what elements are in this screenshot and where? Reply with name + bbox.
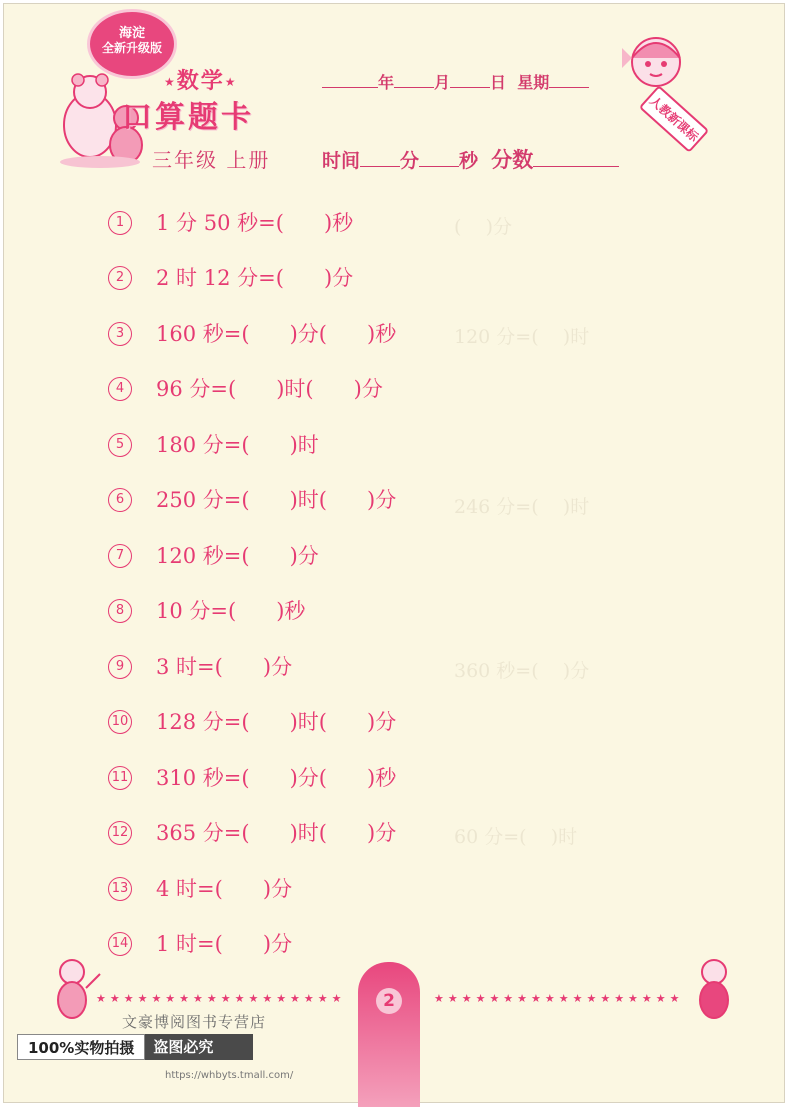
question-text: 365 分=( )时( )分 [156,821,397,846]
star-icon: ★ [224,75,238,89]
day-blank[interactable] [450,71,490,88]
question-item [108,194,396,250]
month-label: 月 [434,73,451,92]
watermark-left: 100%实物拍摄 [17,1034,145,1060]
shop-name: 文豪博阅图书专营店 [122,1013,267,1031]
month-blank[interactable] [394,71,434,88]
question-number: 11 [108,766,132,790]
question-item [108,749,396,805]
question-item [108,527,396,583]
question-number: 13 [108,877,132,901]
question-text: 310 秒=( )分( )秒 [156,765,397,790]
time-score-fields [322,144,619,174]
bear-footer-left-illustration [44,954,104,1024]
question-number: 5 [108,433,132,457]
watermark-right: 盗图必究 [145,1034,253,1060]
grade-label: 三年级 上册 [152,148,271,172]
time-label: 时间 [322,150,361,172]
question-text: 2 时 12 分=( )分 [156,266,354,291]
question-item [108,805,396,861]
year-blank[interactable] [322,71,378,88]
weekday-label: 星期 [517,73,550,92]
question-item [108,916,396,972]
edition-badge [90,12,174,76]
question-text: 96 分=( )时( )分 [156,377,383,402]
question-text: 250 分=( )时( )分 [156,488,397,513]
question-text: 180 分=( )时 [156,432,319,457]
bear-footer-right-illustration [684,954,744,1024]
question-text: 1 时=( )分 [156,932,293,957]
question-number: 6 [108,488,132,512]
question-text: 4 时=( )分 [156,876,293,901]
question-item [108,361,396,417]
star-border-left: ★★★★★★★★★★★★★★★★★★ [96,992,346,1005]
second-blank[interactable] [419,150,459,167]
question-item [108,416,396,472]
question-item [108,250,396,306]
page-title: 口算题卡 [122,100,254,135]
question-number: 1 [108,211,132,235]
page-number: 2 [376,988,402,1014]
question-text: 120 秒=( )分 [156,543,319,568]
score-label: 分数 [491,148,534,172]
badge-line1: 海淀 [118,26,145,41]
minute-blank[interactable] [360,150,400,167]
question-text: 128 分=( )时( )分 [156,710,397,735]
question-text: 1 分 50 秒=( )秒 [156,210,354,235]
question-number: 4 [108,377,132,401]
weekday-blank[interactable] [549,71,589,88]
question-item [108,583,396,639]
shop-url[interactable]: https://whbyts.tmall.com/ [165,1070,294,1081]
curriculum-tag: 人教新课标 [639,85,710,153]
day-label: 日 [490,73,507,92]
question-text: 3 时=( )分 [156,654,293,679]
minute-label: 分 [400,150,420,172]
question-number: 14 [108,932,132,956]
star-icon: ★ [164,75,177,89]
question-item [108,472,396,528]
question-item [108,860,396,916]
question-text: 160 秒=( )分( )秒 [156,321,397,346]
question-text: 10 分=( )秒 [156,599,306,624]
question-number: 7 [108,544,132,568]
score-blank[interactable] [533,150,619,167]
question-number: 12 [108,821,132,845]
page-tab [358,962,420,1107]
badge-line2: 全新升级版 [101,41,162,55]
subject-title [164,64,238,95]
date-fields [322,70,589,93]
question-number: 3 [108,322,132,346]
question-item [108,638,396,694]
question-item [108,694,396,750]
question-list [108,194,396,971]
second-label: 秒 [459,150,479,172]
question-number: 8 [108,599,132,623]
question-number: 9 [108,655,132,679]
question-item [108,305,396,361]
question-number: 2 [108,266,132,290]
star-border-right: ★★★★★★★★★★★★★★★★★★ [434,992,684,1005]
watermark-banner [17,1034,253,1060]
subject-text: 数学 [176,69,225,94]
question-number: 10 [108,710,132,734]
worksheet-page: ( )分 120 分=( )时 246 分=( )时 360 秒=( )分 60 分=( )时 海淀 全新升级版 ★数学★ 口算题卡 三年级 上册 年 月 日 星期 时间 分 秒 分数 人教新课标 1 1 分 50 秒=( )秒 2 2 时 12 分=( )分 3 160 秒=( )分( )秒 4 96 分=( )时( )分 5 180 分=( )时 6 250 分=( )时( )分 7 120 秒=( )分 8 10 分=( )秒 9 3 时=( )分 10 128 分=( )时( )分 11 310 秒=( )分( )秒 12 365 分=( )时( )分 13 4 时=( )分 14 1 时=( )分 ★★★★★★★★★★★★★★★★★★ ★★★★★★★★★★★★★★★★★★ 2 文豪博阅图书专营店 100%实物拍摄 盗图必究 https://whbyts.tmall.com/ [3,3,785,1103]
year-label: 年 [378,73,395,92]
